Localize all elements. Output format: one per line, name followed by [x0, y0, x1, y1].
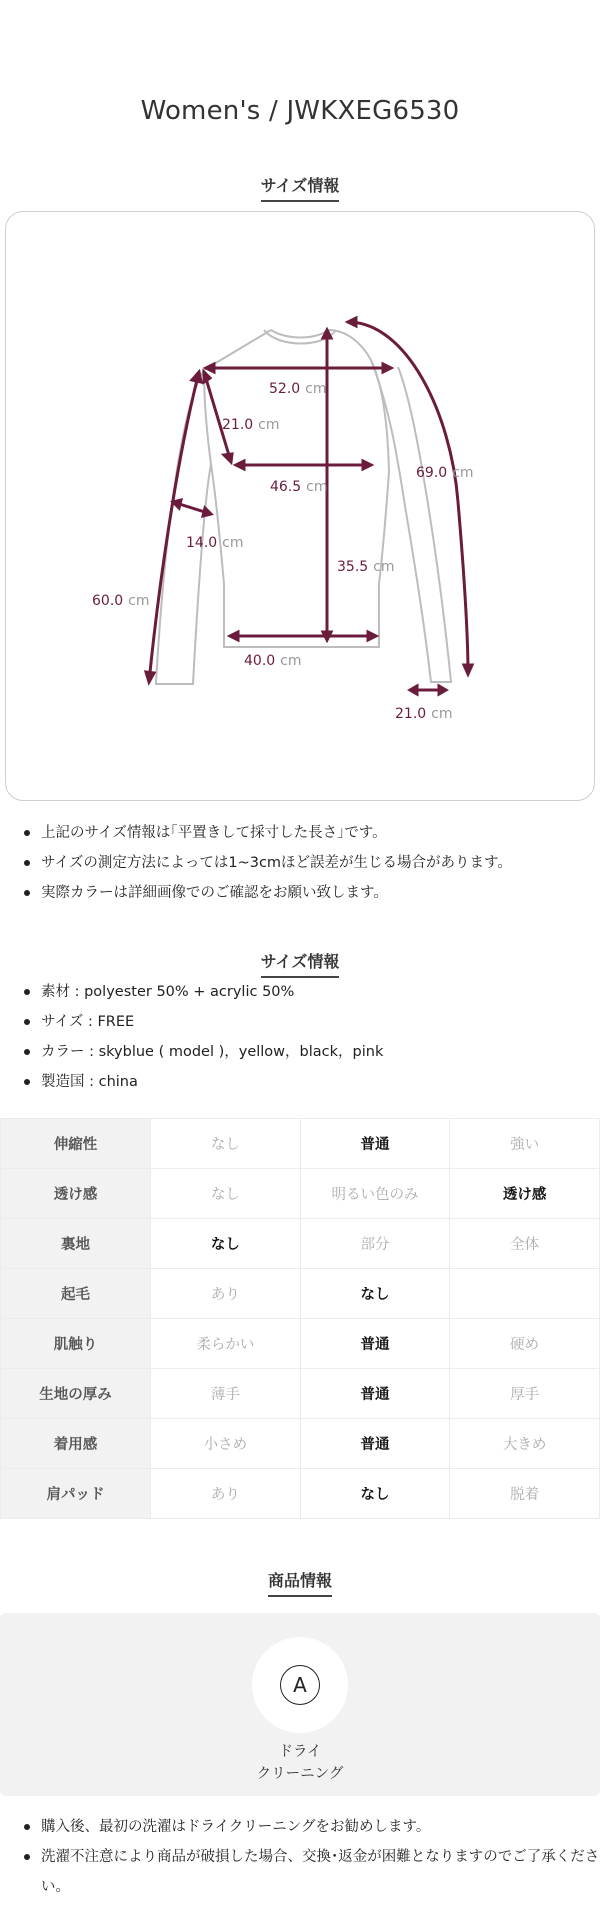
spec-heading: サイズ情報	[0, 949, 600, 978]
svg-text:21.0cm: 21.0 cm	[395, 706, 453, 722]
attribute-option-selected: 透け感	[450, 1169, 600, 1219]
attribute-option: 小さめ	[151, 1419, 301, 1469]
hem-width-value: 40.0	[244, 653, 276, 669]
attribute-option-selected: 普通	[300, 1369, 450, 1419]
product-note: 購入後、最初の洗濯はドライクリーニングをお勧めします。	[0, 1812, 600, 1842]
attribute-row	[1, 1419, 600, 1469]
attribute-option: なし	[151, 1169, 301, 1219]
attribute-name: 着用感	[1, 1419, 151, 1469]
attribute-name: 透け感	[1, 1169, 151, 1219]
product-note: 洗濯不注意により商品が破損した場合、交換･返金が困難となりますのでご了承くださ	[0, 1842, 600, 1872]
svg-text:21.0cm: 21.0 cm	[222, 417, 280, 433]
sleeve-length-value: 69.0	[416, 465, 448, 481]
shoulder-width-value: 52.0	[269, 381, 301, 397]
attribute-option-selected: なし	[300, 1469, 450, 1519]
attribute-option: なし	[151, 1119, 301, 1169]
attribute-option-selected: 普通	[300, 1319, 450, 1369]
svg-text:14.0cm: 14.0 cm	[186, 535, 244, 551]
attribute-name: 肩パッド	[1, 1469, 151, 1519]
page-title: Women's / JWKXEG6530	[140, 96, 460, 126]
attribute-option: 部分	[300, 1219, 450, 1269]
spec-color: カラー : skyblue ( model )，yellow，black，pink	[0, 1037, 600, 1067]
size-note: 実際カラーは詳細画像でのご確認をお願い致します。	[0, 878, 600, 908]
attribute-option-selected: なし	[151, 1219, 301, 1269]
attribute-row	[1, 1219, 600, 1269]
attribute-name: 生地の厚み	[1, 1369, 151, 1419]
attribute-option: 強い	[450, 1119, 600, 1169]
attribute-row	[1, 1169, 600, 1219]
spec-material: 素材 : polyester 50% + acrylic 50%	[0, 977, 600, 1007]
spec-size: サイズ : FREE	[0, 1007, 600, 1037]
cuff-width-value: 21.0	[395, 706, 427, 722]
size-notes-list	[0, 818, 600, 908]
size-diagram	[5, 211, 595, 801]
care-icon-circle	[252, 1637, 348, 1733]
attribute-row	[1, 1269, 600, 1319]
svg-text:69.0cm: 69.0 cm	[416, 465, 474, 481]
attribute-option: あり	[151, 1269, 301, 1319]
attribute-option-selected: 普通	[300, 1119, 450, 1169]
attribute-row	[1, 1319, 600, 1369]
care-instructions-box	[0, 1613, 600, 1796]
spec-origin: 製造国 : china	[0, 1067, 600, 1097]
product-notes-list	[0, 1812, 600, 1902]
attribute-name: 伸縮性	[1, 1119, 151, 1169]
attribute-option: 明るい色のみ	[300, 1169, 450, 1219]
attribute-option: あり	[151, 1469, 301, 1519]
attribute-option: 柔らかい	[151, 1319, 301, 1369]
attribute-option: 厚手	[450, 1369, 600, 1419]
attribute-option-selected: 普通	[300, 1419, 450, 1469]
sleeve-width-value: 14.0	[186, 535, 218, 551]
svg-text:46.5cm: 46.5 cm	[270, 479, 328, 495]
attribute-option: 薄手	[151, 1369, 301, 1419]
size-note: 上記のサイズ情報は｢平置きして採寸した長さ｣です。	[0, 818, 600, 848]
dry-cleaning-icon: A	[280, 1665, 320, 1705]
body-length-value: 35.5	[337, 559, 369, 575]
attribute-name: 裏地	[1, 1219, 151, 1269]
size-note: サイズの測定方法によっては1~3cmほど誤差が生じる場合があります。	[0, 848, 600, 878]
size-info-heading: サイズ情報	[0, 173, 600, 202]
care-label: ドライ クリーニング	[256, 1744, 344, 1782]
attribute-row	[1, 1469, 600, 1519]
attribute-option: 全体	[450, 1219, 600, 1269]
attribute-name: 肌触り	[1, 1319, 151, 1369]
side-length-value: 60.0	[92, 593, 124, 609]
attribute-row	[1, 1119, 600, 1169]
svg-text:40.0cm: 40.0 cm	[244, 653, 302, 669]
svg-text:52.0cm: 52.0 cm	[269, 381, 327, 397]
spec-list	[0, 977, 600, 1097]
attribute-option: 硬め	[450, 1319, 600, 1369]
chest-width-value: 46.5	[270, 479, 302, 495]
fabric-attribute-table	[0, 1118, 600, 1519]
attribute-option: 脱着	[450, 1469, 600, 1519]
attribute-option: 大きめ	[450, 1419, 600, 1469]
product-info-heading: 商品情報	[0, 1568, 600, 1597]
attribute-row	[1, 1369, 600, 1419]
garment-diagram-svg	[6, 212, 596, 802]
attribute-name: 起毛	[1, 1269, 151, 1319]
armhole-value: 21.0	[222, 417, 254, 433]
attribute-option-selected: なし	[300, 1269, 450, 1319]
svg-text:60.0cm: 60.0 cm	[92, 593, 150, 609]
attribute-option	[450, 1269, 600, 1319]
product-note-continued: い。	[41, 1879, 70, 1895]
svg-text:35.5cm: 35.5 cm	[337, 559, 395, 575]
